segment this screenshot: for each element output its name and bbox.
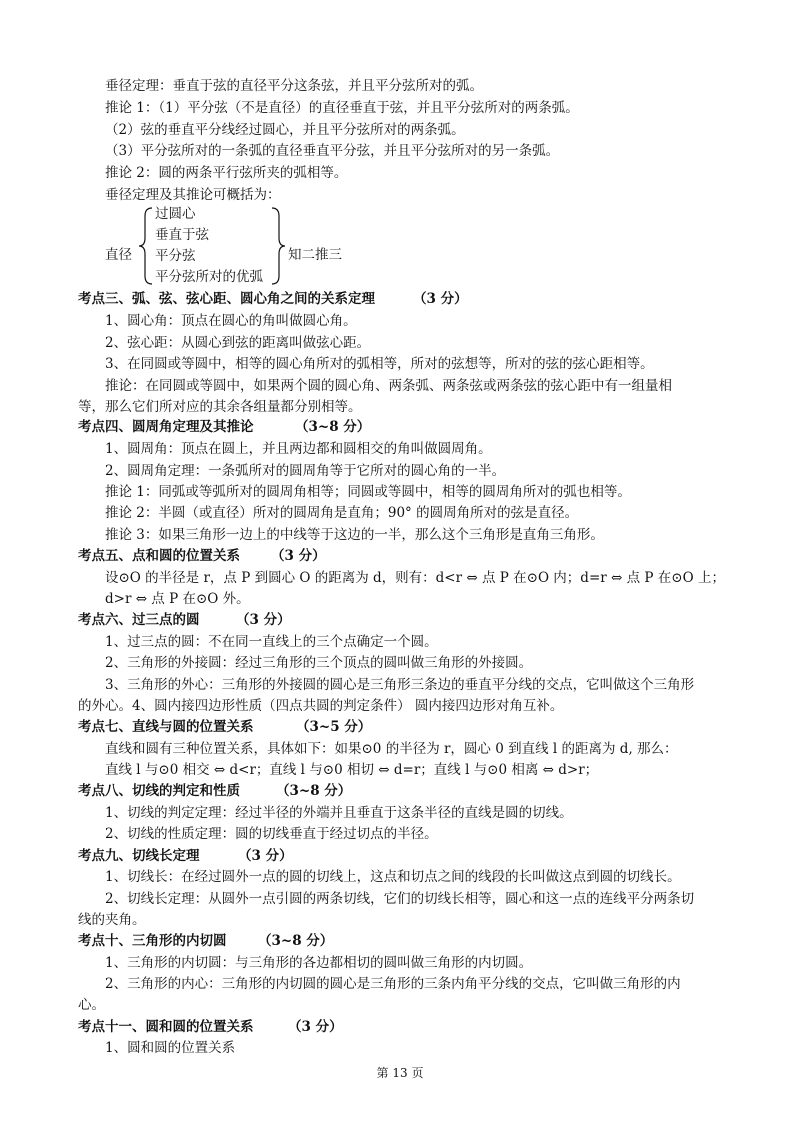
- section-8-line-1: 1、切线的判定定理：经过半径的外端并且垂直于这条半径的直线是圆的切线。: [105, 805, 573, 821]
- theorem-line: 垂径定理：垂直于弦的直径平分这条弦，并且平分弦所对的弧。: [105, 78, 483, 94]
- section-5-line-1: 设⊙O 的半径是 r，点 P 到圆心 O 的距离为 d，则有：d<r ⇔ 点 P 在⊙O 内；d=r ⇔ 点 P 在⊙O 上；: [105, 570, 725, 586]
- section-4-title: 考点四、圆周角定理及其推论: [78, 419, 254, 435]
- section-9-title: 考点九、切线长定理: [78, 848, 200, 864]
- section-6-score: （3 分）: [236, 612, 291, 628]
- section-7-score: （3~5 分）: [296, 719, 372, 735]
- section-5-title: 考点五、点和圆的位置关系: [78, 548, 240, 564]
- section-4-line-2: 2、圆周角定理：一条弧所对的圆周角等于它所对的圆心角的一半。: [105, 463, 506, 479]
- section-10-line-2: 2、三角形的内心：三角形的内切圆的圆心是三角形的三条内角平分线的交点，它叫做三角形的内: [105, 976, 681, 992]
- section-4-line-4: 推论 2：半圆（或直径）所对的圆周角是直角；90° 的圆周角所对的弦是直径。: [105, 505, 579, 521]
- section-3-score: （3 分）: [413, 291, 468, 307]
- section-6-line-4: 的外心。4、圆内接四边形性质（四点共圆的判定条件） 圆内接四边形对角互补。: [78, 698, 564, 714]
- section-6-line-2: 2、三角形的外接圆：经过三角形的三个顶点的圆叫做三角形的外接圆。: [105, 655, 533, 671]
- section-9-line-1: 1、切线长：在经过圆外一点的圆的切线上，这点和切点之间的线段的长叫做这点到圆的切线长。: [105, 869, 681, 885]
- section-5-score: （3 分）: [271, 548, 326, 564]
- section-10-line-1: 1、三角形的内切圆：与三角形的各边都相切的圆叫做三角形的内切圆。: [105, 955, 533, 971]
- section-3-line-4: 推论：在同圆或等圆中，如果两个圆的圆心角、两条弧、两条弦或两条弦的弦心距中有一组量相: [105, 378, 672, 394]
- section-10-line-3: 心。: [78, 997, 105, 1013]
- section-4-score: （3~8 分）: [295, 419, 371, 435]
- section-7-title: 考点七、直线与圆的位置关系: [78, 719, 254, 735]
- section-3-title: 考点三、弧、弦、弦心距、圆心角之间的关系定理: [78, 291, 375, 307]
- brace-item-2: 垂直于弦: [155, 227, 209, 243]
- section-4-line-1: 1、圆周角：顶点在圆上，并且两边都和圆相交的角叫做圆周角。: [105, 441, 492, 457]
- brace-left-label: 直径: [105, 247, 132, 263]
- brace-item-4: 平分弦所对的优弧: [155, 269, 263, 285]
- section-9-line-2: 2、切线长定理：从圆外一点引圆的两条切线，它们的切线长相等，圆心和这一点的连线平分两条切: [105, 891, 695, 907]
- section-4-line-3: 推论 1：同弧或等弧所对的圆周角相等；同圆或等圆中，相等的圆周角所对的弧也相等。: [105, 484, 631, 500]
- corollary-1-2: （2）弦的垂直平分线经过圆心，并且平分弦所对的两条弧。: [105, 122, 465, 138]
- brace-item-3: 平分弦: [155, 248, 196, 264]
- section-4-line-5: 推论 3：如果三角形一边上的中线等于这边的一半，那么这个三角形是直角三角形。: [105, 527, 604, 543]
- section-9-score: （3 分）: [238, 848, 293, 864]
- right-brace-icon: [270, 206, 286, 286]
- brace-item-1: 过圆心: [155, 206, 196, 222]
- section-6-title: 考点六、过三点的圆: [78, 612, 200, 628]
- section-8-line-2: 2、切线的性质定理：圆的切线垂直于经过切点的半径。: [105, 826, 438, 842]
- section-3-line-1: 1、圆心角：顶点在圆心的角叫做圆心角。: [105, 313, 357, 329]
- section-7-line-1: 直线和圆有三种位置关系，具体如下：如果⊙0 的半径为 r，圆心 0 到直线 l 的距离为 d, 那么：: [105, 741, 678, 757]
- section-3-line-2: 2、弦心距：从圆心到弦的距离叫做弦心距。: [105, 335, 371, 351]
- section-9-line-3: 线的夹角。: [78, 912, 146, 928]
- brace-right-label: 知二推三: [288, 247, 342, 263]
- summary-line: 垂径定理及其推论可概括为：: [105, 187, 281, 203]
- section-7-line-2: 直线 l 与⊙0 相交 ⇔ d<r；直线 l 与⊙0 相切 ⇔ d=r；直线 l 与⊙0 相离 ⇔ d>r；: [105, 762, 599, 778]
- section-6-line-1: 1、过三点的圆：不在同一直线上的三个点确定一个圆。: [105, 634, 438, 650]
- section-11-score: （3 分）: [288, 1019, 343, 1035]
- section-11-line-1: 1、圆和圆的位置关系: [105, 1040, 236, 1056]
- section-10-title: 考点十、三角形的内切圆: [78, 933, 227, 949]
- left-brace-icon: [138, 206, 154, 286]
- corollary-1-3: （3）平分弦所对的一条弧的直径垂直平分弦，并且平分弦所对的另一条弧。: [105, 143, 560, 159]
- page-number: 第 13 页: [376, 1066, 424, 1080]
- section-11-title: 考点十一、圆和圆的位置关系: [78, 1019, 254, 1035]
- section-3-line-3: 3、在同圆或等圆中，相等的圆心角所对的弧相等，所对的弦想等，所对的弦的弦心距相等。: [105, 356, 654, 372]
- corollary-1: 推论 1：（1）平分弦（不是直径）的直径垂直于弦，并且平分弦所对的两条弧。: [105, 100, 579, 116]
- section-5-line-2: d>r ⇔ 点 P 在⊙O 外。: [105, 591, 250, 607]
- section-6-line-3: 3、三角形的外心：三角形的外接圆的圆心是三角形三条边的垂直平分线的交点，它叫做这个三角形: [105, 677, 695, 693]
- section-10-score: （3~8 分）: [258, 933, 334, 949]
- corollary-2: 推论 2：圆的两条平行弦所夹的弧相等。: [105, 165, 348, 181]
- section-8-score: （3~8 分）: [276, 783, 352, 799]
- section-3-line-5: 等，那么它们所对应的其余各组量都分别相等。: [78, 399, 362, 415]
- section-8-title: 考点八、切线的判定和性质: [78, 783, 240, 799]
